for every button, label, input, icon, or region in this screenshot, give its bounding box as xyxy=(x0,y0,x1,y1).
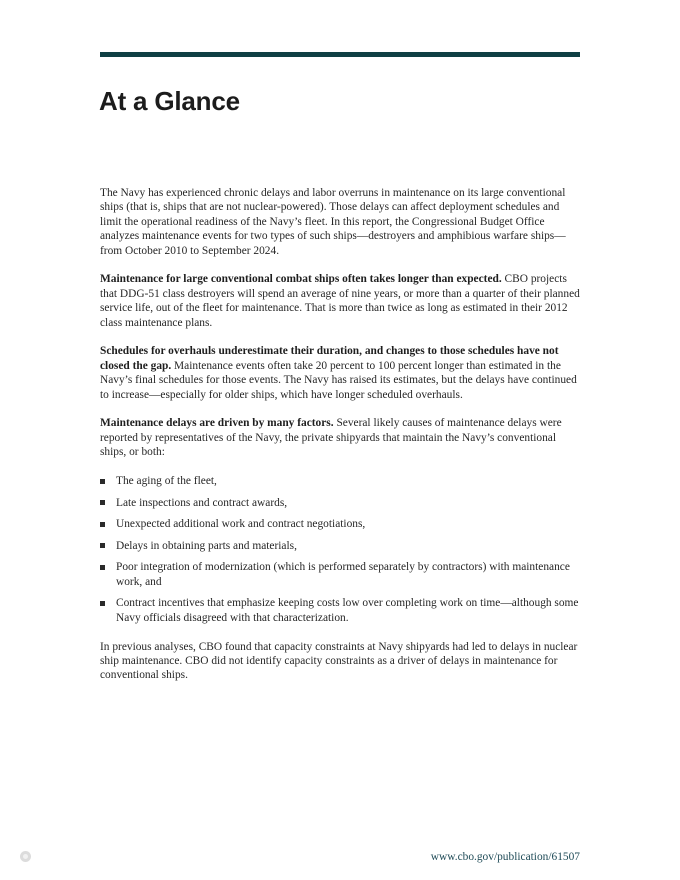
schedules-lead: Schedules for overhauls underestimate their duration, and changes to those schedules have not closed the gap. xyxy=(100,345,559,372)
list-item-text: Delays in obtaining parts and materials, xyxy=(116,539,297,552)
list-item-text: Late inspections and contract awards, xyxy=(116,496,288,509)
schedules-paragraph xyxy=(100,344,580,402)
bullet-square-icon xyxy=(100,479,105,484)
page-title: At a Glance xyxy=(99,86,240,116)
combat-ships-lead: Maintenance for large conventional combat ships often takes longer than expected. xyxy=(100,273,502,286)
combat-ships-paragraph xyxy=(100,272,580,330)
list-item xyxy=(100,517,580,531)
list-item xyxy=(100,496,580,510)
list-item xyxy=(100,474,580,488)
delay-factors-paragraph xyxy=(100,416,580,459)
header-rule xyxy=(100,52,580,57)
bullet-square-icon xyxy=(100,543,105,548)
delay-factors-body: Several likely causes of maintenance delays were reported by representatives of the Navy, the private shipyards that maintain the Navy’s conventional ships, or both: xyxy=(100,417,562,459)
list-item xyxy=(100,560,580,589)
summary-body xyxy=(100,186,580,697)
bullet-square-icon xyxy=(100,522,105,527)
bullet-square-icon xyxy=(100,601,105,606)
bullet-square-icon xyxy=(100,565,105,570)
list-item-text: Poor integration of modernization (which is performed separately by contractors) with maintenance work, and xyxy=(116,561,570,588)
list-item-text: Unexpected additional work and contract negotiations, xyxy=(116,518,366,531)
list-item-text: Contract incentives that emphasize keeping costs low over completing work on time—although some Navy officials disagreed with that characterization. xyxy=(116,597,579,624)
delay-factors-lead: Maintenance delays are driven by many factors. xyxy=(100,417,334,430)
list-item xyxy=(100,596,580,625)
publication-link[interactable]: www.cbo.gov/publication/61507 xyxy=(430,851,580,863)
combat-ships-body: CBO projects that DDG-51 class destroyers will spend an average of nine years, or more than a quarter of their planned service life, out of the fleet for maintenance. That is more than twice as long as estimated in their 2012 class maintenance plans. xyxy=(100,273,580,329)
list-item-text: The aging of the fleet, xyxy=(116,475,217,488)
list-item xyxy=(100,539,580,553)
page-corner-icon xyxy=(20,851,31,862)
intro-paragraph: The Navy has experienced chronic delays and labor overruns in maintenance on its large conventional ships (that is, ships that are not nuclear-powered). Those delays can affect deployment schedules and limit the operational readiness of the Navy’s fleet. In this report, the Congressional Budget Office analyzes maintenance events for two types of such ships—destroyers and amphibious warfare ships—from October 2010 to September 2024. xyxy=(100,187,566,257)
delay-causes-list xyxy=(100,474,580,625)
closing-paragraph: In previous analyses, CBO found that capacity constraints at Navy shipyards had led to delays in nuclear ship maintenance. CBO did not identify capacity constraints as a driver of delays in maintenance for conventional ships. xyxy=(100,640,578,682)
schedules-body: Maintenance events often take 20 percent to 100 percent longer than estimated in the Navy’s final schedules for those events. The Navy has raised its estimates, but the delays have continued to increase—especially for older ships, which have longer scheduled overhauls. xyxy=(100,359,577,401)
bullet-square-icon xyxy=(100,500,105,505)
